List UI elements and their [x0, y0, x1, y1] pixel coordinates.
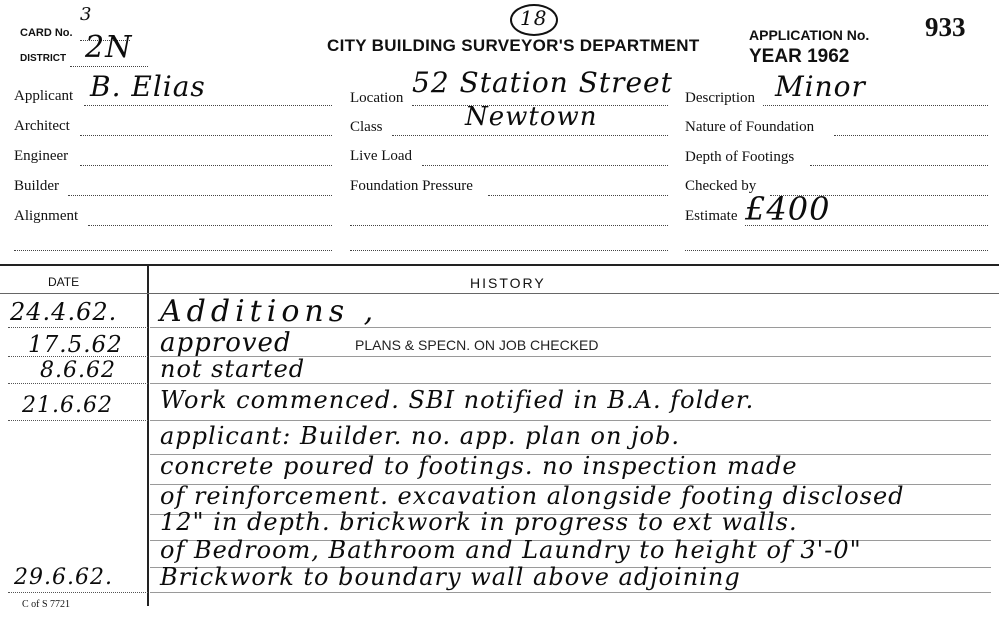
architect-label: Architect	[14, 118, 70, 134]
form-code: C of S 7721	[22, 599, 71, 610]
estimate-value: £400	[745, 190, 831, 228]
alignment-label: Alignment	[14, 208, 79, 224]
nature-of-foundation-label: Nature of Foundation	[685, 119, 815, 135]
applicant-value: B. Elias	[90, 70, 206, 103]
location-value: 52 Station Street	[412, 66, 673, 99]
history-header-rule	[0, 293, 999, 294]
history-entry: approved	[160, 328, 292, 358]
history-entry: concrete poured to footings. no inspection made	[160, 452, 798, 480]
history-entry: Work commenced. SBI notified in B.A. folder.	[160, 386, 755, 414]
description-value: Minor	[775, 70, 866, 103]
history-entry: Additions ,	[160, 294, 379, 329]
history-column-header: HISTORY	[470, 275, 546, 291]
application-label: APPLICATION No.	[749, 27, 870, 43]
class-value: Newtown	[465, 102, 598, 132]
application-number: 933	[925, 12, 966, 42]
district-value: 2N	[85, 30, 133, 65]
history-entry: not started	[160, 355, 306, 383]
estimate-label: Estimate	[685, 208, 738, 224]
history-stamp: PLANS & SPECN. ON JOB CHECKED	[355, 337, 599, 353]
depth-of-footings-label: Depth of Footings	[685, 149, 795, 165]
history-date: 24.4.62.	[10, 298, 118, 326]
history-entry: applicant: Builder. no. app. plan on job.	[160, 422, 680, 450]
history-date: 17.5.62	[28, 332, 123, 358]
location-label: Location	[350, 90, 404, 106]
builder-label: Builder	[14, 178, 59, 194]
district-line	[70, 66, 148, 67]
class-label: Class	[350, 119, 383, 135]
history-entry: of Bedroom, Bathroom and Laundry to height of 3'-0"	[160, 536, 862, 564]
history-entry: of reinforcement. excavation alongside footing disclosed	[160, 482, 905, 510]
foundation-pressure-label: Foundation Pressure	[350, 178, 473, 194]
date-column-divider	[147, 266, 149, 606]
year-label: YEAR 1962	[749, 46, 850, 67]
district-label: DISTRICT	[20, 53, 67, 64]
card-no-label: CARD No.	[20, 27, 73, 39]
live-load-label: Live Load	[350, 148, 413, 164]
card-no-value: 3	[80, 4, 93, 25]
checked-by-label: Checked by	[685, 178, 757, 194]
history-date: 21.6.62	[22, 393, 113, 418]
applicant-label: Applicant	[14, 88, 74, 104]
circled-number-value: 18	[520, 6, 548, 30]
history-date: 8.6.62	[40, 358, 116, 383]
history-date: 29.6.62.	[14, 565, 113, 590]
department-title: CITY BUILDING SURVEYOR'S DEPARTMENT	[327, 36, 700, 55]
date-column-header: DATE	[48, 275, 80, 289]
description-label: Description	[685, 90, 755, 106]
history-entry: 12" in depth. brickwork in progress to ext walls.	[160, 508, 798, 536]
history-top-rule	[0, 264, 999, 266]
engineer-label: Engineer	[14, 148, 69, 164]
history-entry: Brickwork to boundary wall above adjoining	[160, 563, 741, 591]
